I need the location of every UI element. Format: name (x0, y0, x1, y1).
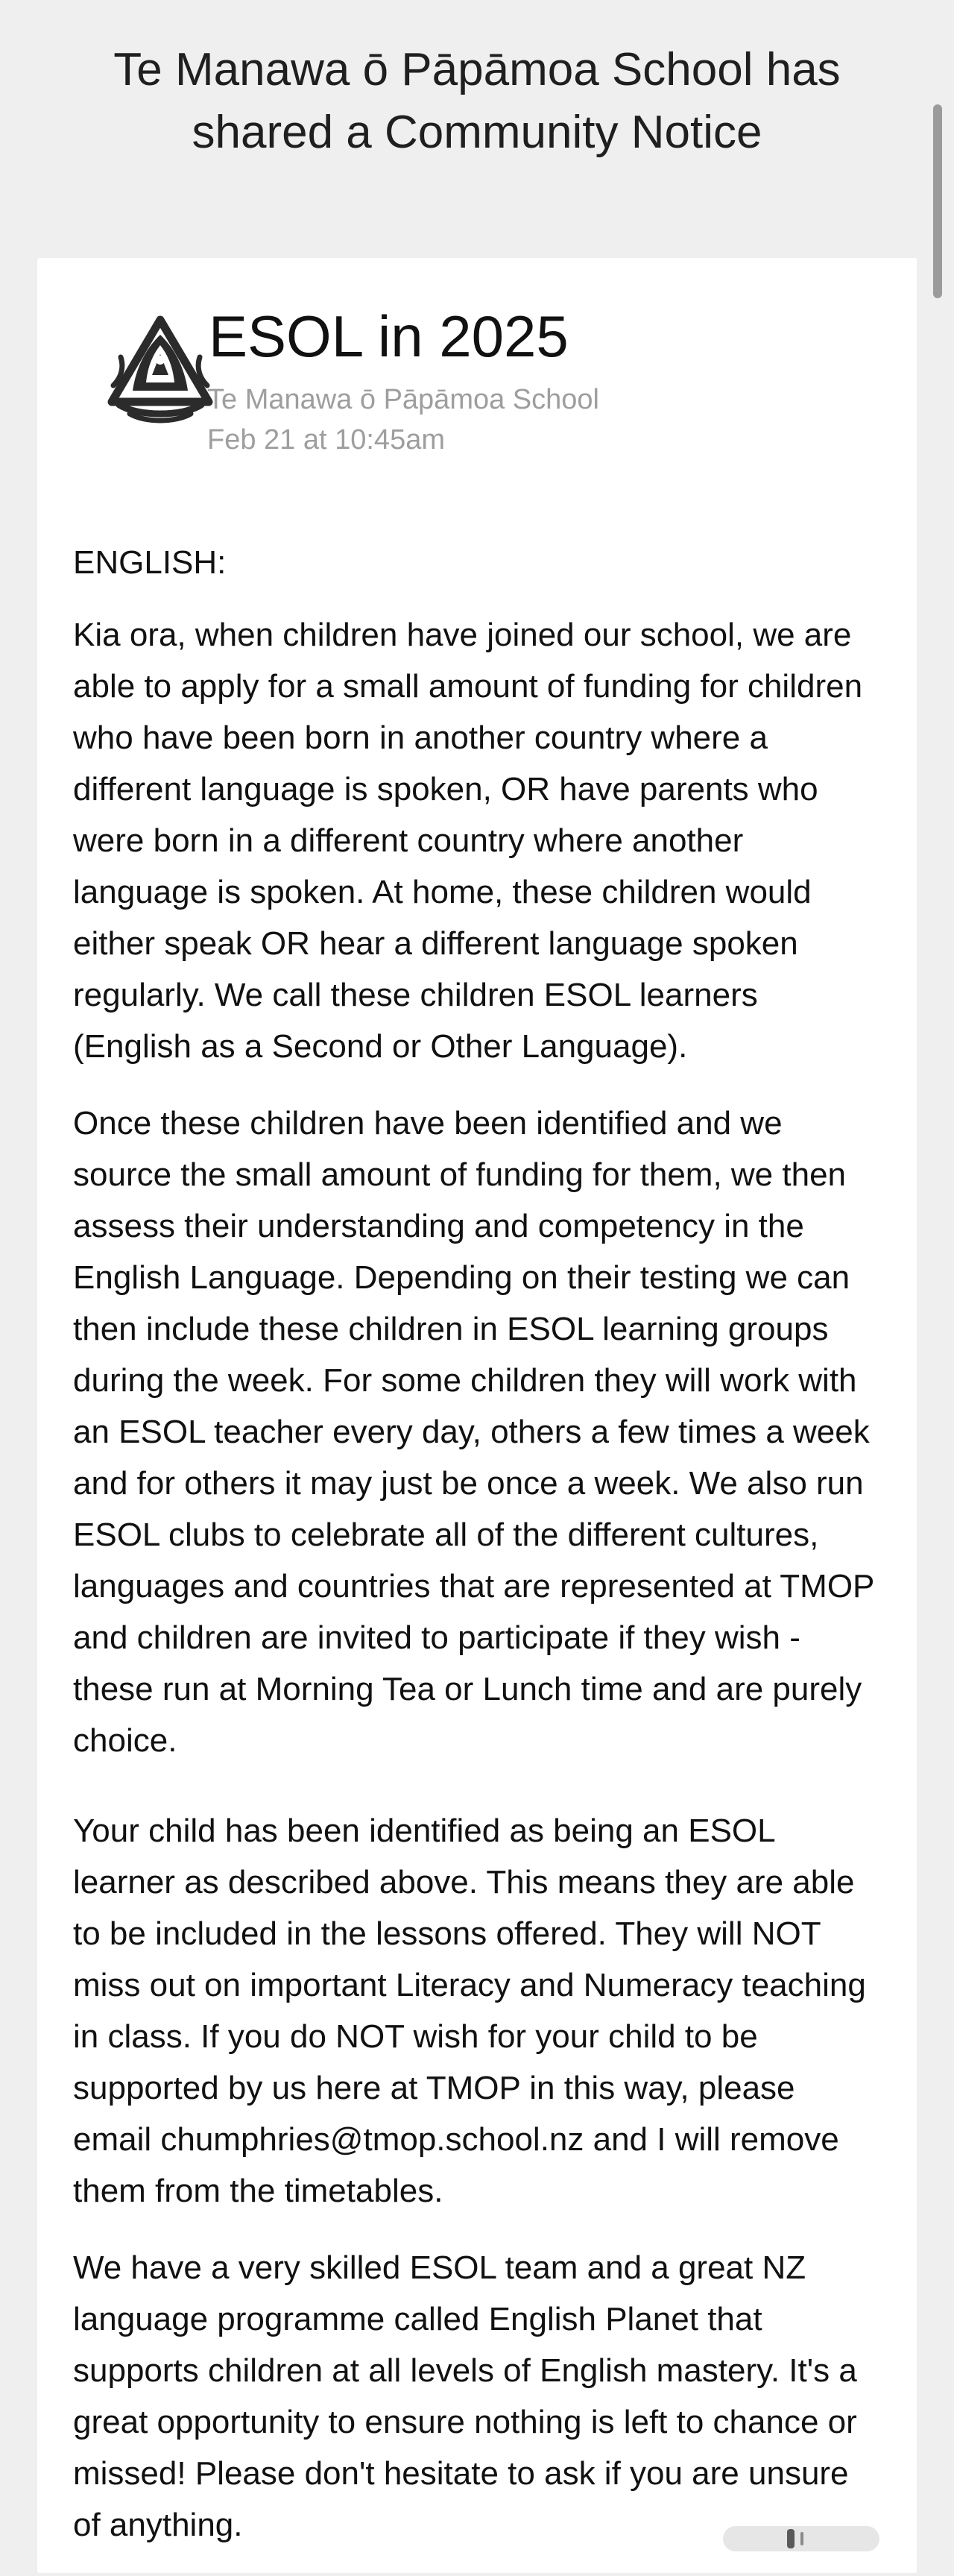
scrollbar[interactable] (932, 104, 944, 298)
school-logo-icon (104, 314, 216, 426)
notice-paragraph: Kia ora, when children have joined our school, we are able to apply for a small amount of funding for children who have been born in another country where a different language is spoken, OR have parents who were born in a different country where another language is spoken. At home, these children would either speak OR hear a different language spoken regularly. We call these children ESOL learners (English as a Second or Other Language). (73, 617, 863, 1065)
scrollbar-thumb[interactable] (933, 104, 942, 298)
page-header-line-1: Te Manawa ō Pāpāmoa School has (113, 44, 841, 95)
page-header (60, 39, 894, 164)
notice-date: Feb 21 at 10:45am (207, 424, 445, 456)
school-logo-graphic (104, 314, 216, 426)
notice-paragraph: Once these children have been identified and we source the small amount of funding for them, we then assess their understanding and competency in the English Language. Depending on their testing we can then include these children in ESOL learning groups during the week. For some children they will work with an ESOL teacher every day, others a few times a week and for others it may just be once a week. We also run ESOL clubs to celebrate all of the different cultures, languages and countries that are represented at TMOP and children are invited to participate if they wish - these run at Morning Tea or Lunch time and are purely choice. (73, 1105, 874, 1759)
notice-title: ESOL in 2025 (209, 303, 569, 369)
notice-paragraph: We have a very skilled ESOL team and a great NZ language programme called English Planet that supports children at all levels of English mastery. It's a great opportunity to ensure nothing is left to chance or missed! Please don't hesitate to ask if you are unsure of anything. (73, 2249, 857, 2543)
device-bar-icon (716, 2520, 887, 2557)
notice-body (73, 537, 878, 2576)
notice-paragraph: Your child has been identified as being an ESOL learner as described above. This means they are able to be included in the lessons offered. They will NOT miss out on important Literacy and Numeracy teaching in class. If you do NOT wish for your child to be supported by us here at TMOP in this way, please email chumphries@tmop.school.nz and I will remove them from the timetables. (73, 1813, 866, 2209)
notice-school-name: Te Manawa ō Pāpāmoa School (207, 384, 599, 415)
notice-card (37, 258, 917, 2573)
page-header-line-2: shared a Community Notice (192, 107, 762, 158)
notice-paragraph: ENGLISH: (73, 544, 227, 581)
bottom-toolbar-icons (716, 2520, 887, 2557)
